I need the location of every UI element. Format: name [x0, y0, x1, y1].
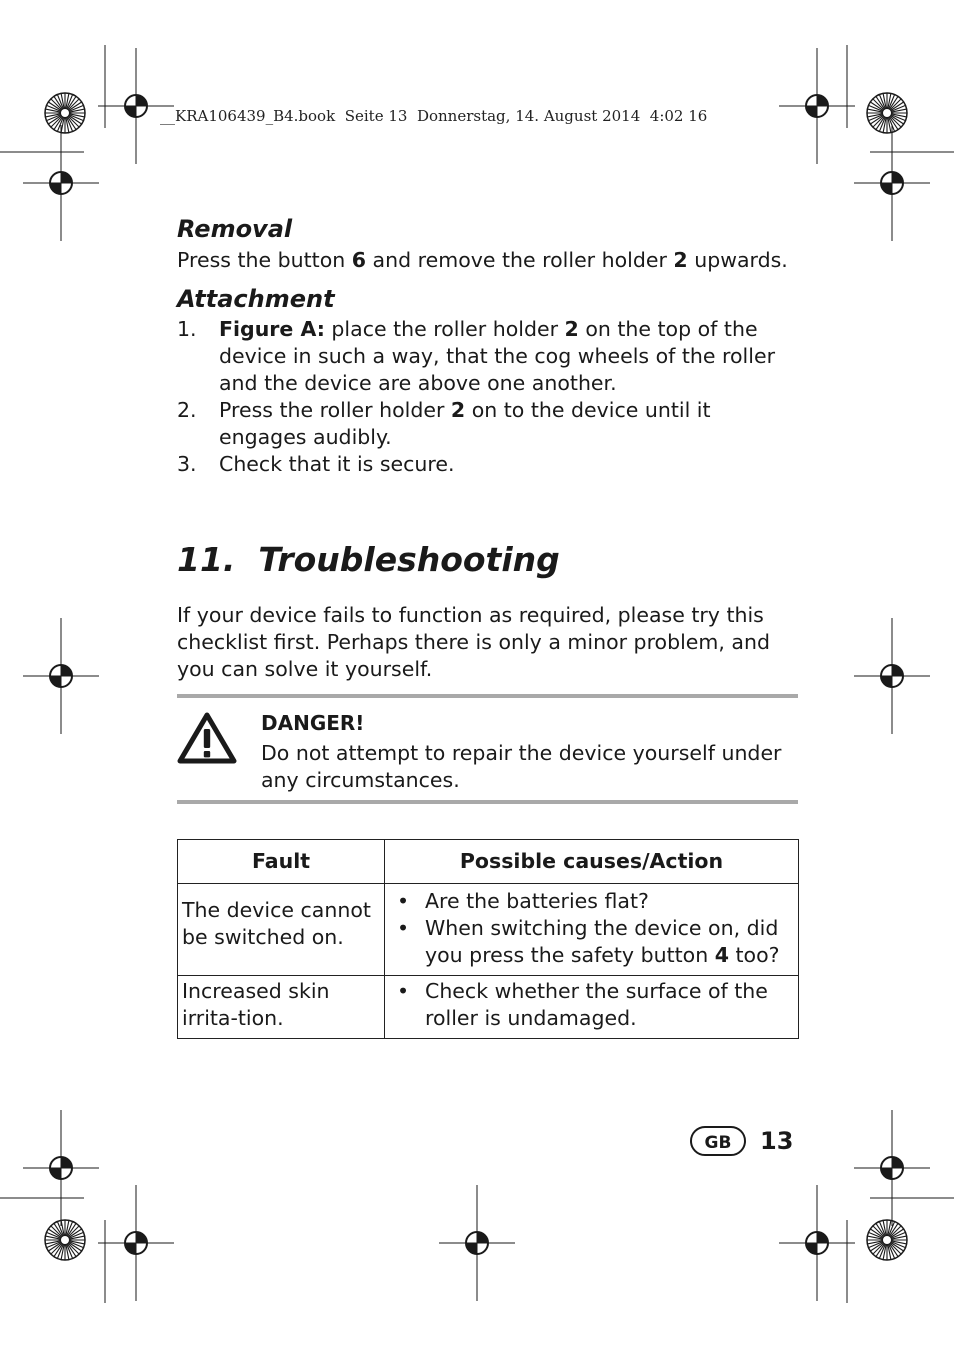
removal-heading: Removal — [177, 215, 293, 243]
list-item: 2. Press the roller holder 2 on to the device until it engages audibly. — [177, 398, 711, 449]
list-item: • When switching the device on, did you press the safety button 4 too? — [391, 915, 790, 969]
section-heading: 11. Troubleshooting — [177, 540, 560, 579]
country-badge: GB — [690, 1126, 746, 1156]
fault-cell: Increased skin irrita-tion. — [178, 976, 385, 1039]
danger-title: DANGER! — [261, 711, 365, 735]
fault-cell: The device cannot be switched on. — [178, 884, 385, 976]
list-item: 3. Check that it is secure. — [177, 452, 455, 476]
column-header-causes: Possible causes/Action — [385, 840, 799, 884]
list-item: • Check whether the surface of the roller is undamaged. — [391, 978, 790, 1032]
attachment-heading: Attachment — [177, 285, 335, 313]
intro-paragraph: If your device fails to function as required, please try this checklist first. Perhaps there is only a minor problem, and you can solve it yourself. — [177, 603, 770, 681]
list-item: • Are the batteries flat? — [391, 888, 790, 915]
print-header: __KRA106439_B4.book Seite 13 Donnerstag, 14. August 2014 4:02 16 — [160, 107, 708, 125]
removal-paragraph: Press the button 6 and remove the roller holder 2 upwards. — [177, 248, 788, 272]
page-number: 13 — [760, 1127, 794, 1155]
column-header-fault: Fault — [178, 840, 385, 884]
list-item: 1. Figure A: place the roller holder 2 on the top of the device in such a way, that the cog wheels of the roller and the device are above one another. — [177, 317, 775, 395]
danger-text: Do not attempt to repair the device yourself under any circumstances. — [261, 741, 782, 792]
